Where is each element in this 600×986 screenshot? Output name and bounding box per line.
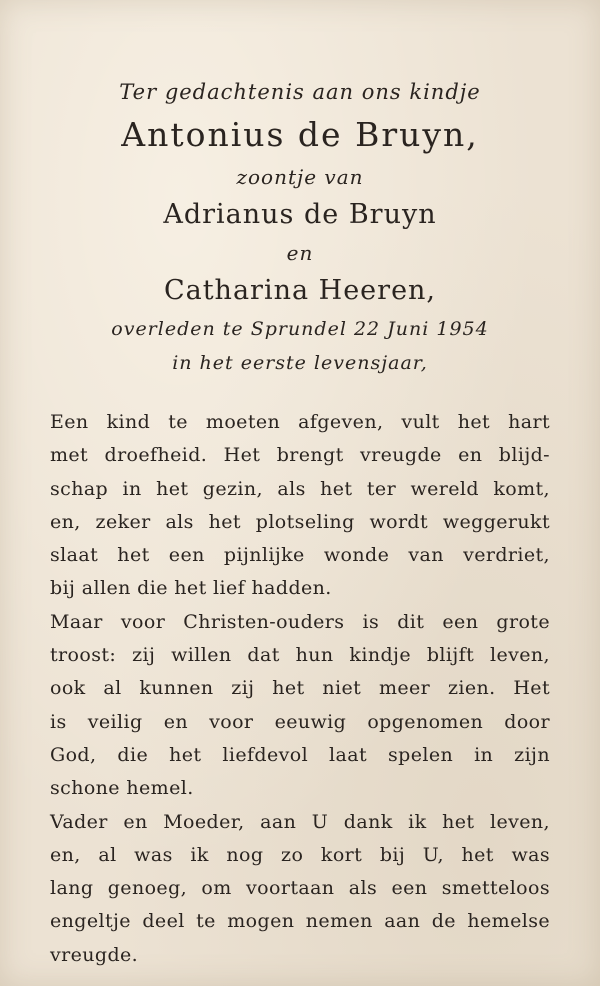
text-line: God, die het liefdevol laat spelen in zijn (50, 743, 550, 766)
text-line: schap in het gezin, als het ter wereld komt, (50, 477, 550, 500)
text-line: Maar voor Christen-ouders is dit een grote (50, 610, 550, 633)
relation-line: zoontje van (236, 165, 364, 189)
text-line: vreugde. (50, 943, 139, 966)
text-line: en, al was ik nog zo kort bij U, het was (50, 843, 550, 866)
intro-line: Ter gedachtenis aan ons kindje (119, 80, 481, 104)
mother-name: Catharina Heeren, (163, 275, 437, 306)
card-header (0, 74, 600, 380)
age-line: in het eerste levensjaar, (172, 352, 428, 374)
text-line: schone hemel. (50, 777, 194, 800)
text-line: bij allen die het lief hadden. (50, 577, 332, 600)
father-name: Adrianus de Bruyn (163, 199, 437, 230)
text-line: Vader en Moeder, aan U dank ik het leven, (50, 810, 550, 833)
text-line: Een kind te moeten afgeven, vult het hart (50, 411, 550, 433)
text-line: troost: zij willen dat hun kindje blijft leven, (50, 644, 550, 667)
text-line: engeltje deel te mogen nemen aan de hemelse (50, 910, 550, 933)
text-line: ook al kunnen zij het niet meer zien. Het (50, 677, 550, 700)
text-line: slaat het een pijnlijke wonde van verdriet, (50, 544, 550, 567)
text-line: lang genoeg, om voortaan als een smetteloos (50, 877, 550, 900)
memorial-text (50, 406, 550, 972)
text-line: met droefheid. Het brengt vreugde en blijd- (50, 444, 550, 467)
child-name: Antonius de Bruyn, (121, 115, 479, 154)
conjunction-line: en (286, 241, 314, 265)
death-line: overleden te Sprundel 22 Juni 1954 (111, 318, 489, 340)
text-line: en, zeker als het plotseling wordt weggerukt (50, 510, 550, 533)
text-line: is veilig en voor eeuwig opgenomen door (50, 710, 550, 733)
